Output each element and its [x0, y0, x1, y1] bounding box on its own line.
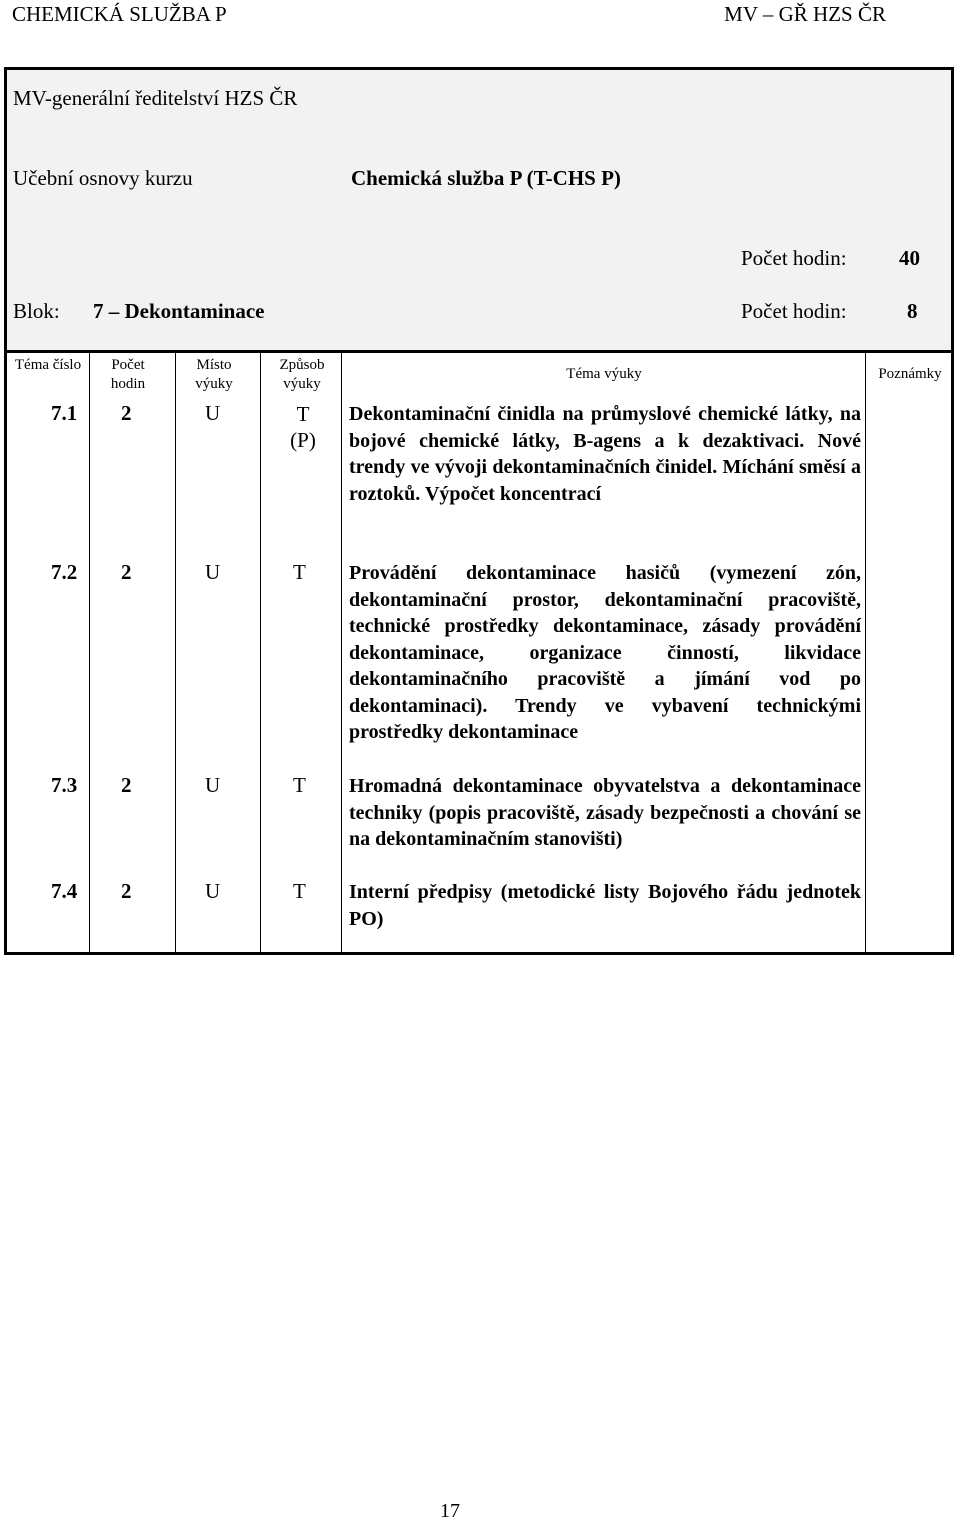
column-divider	[341, 353, 342, 952]
row-topic: Dekontaminační činidla na průmyslové chemické látky, na bojové chemické látky, B-agens a k dezaktivaci. Nové trendy ve vývoji dekontaminačních činidel. Míchání směsí a roztoků. Výpočet koncentrací	[349, 403, 861, 505]
row-number: 7.2	[51, 560, 78, 584]
row-place: U	[205, 401, 221, 425]
column-divider	[260, 353, 261, 952]
row-place: U	[205, 879, 221, 903]
curriculum-table	[4, 67, 954, 955]
row-hours: 2	[121, 879, 132, 903]
row-method: T	[293, 560, 306, 584]
total-hours-value: 40	[899, 246, 920, 270]
block-hours-label: Počet hodin:	[741, 299, 847, 323]
row-topic: Hromadná dekontaminace obyvatelstva a dekontaminace techniky (popis pracoviště, zásady bezpečnosti a chování se na dekontaminačním stanovišti)	[349, 775, 861, 850]
header-notes: Poznámky	[878, 366, 942, 382]
row-place: U	[205, 560, 221, 584]
header-place: Místo výuky	[195, 357, 233, 392]
organization-name: MV-generální ředitelství HZS ČR	[13, 86, 298, 110]
header-topic: Téma výuky	[566, 366, 642, 382]
column-divider	[175, 353, 176, 952]
page-number: 17	[440, 1500, 460, 1522]
header-topic-number: Téma číslo	[14, 357, 82, 373]
page-header-right: MV – GŘ HZS ČR	[724, 2, 886, 26]
header-hours: Počet hodin	[110, 357, 146, 392]
block-hours-value: 8	[907, 299, 918, 323]
row-number: 7.4	[51, 879, 78, 903]
row-hours: 2	[121, 401, 132, 425]
header-method: Způsob výuky	[279, 357, 325, 392]
row-topic: Interní předpisy (metodické listy Bojového řádu jednotek PO)	[349, 881, 861, 930]
page-header-left: CHEMICKÁ SLUŽBA P	[12, 2, 227, 26]
column-divider	[89, 353, 90, 952]
curriculum-info-panel	[7, 70, 951, 353]
row-hours: 2	[121, 560, 132, 584]
row-method: T	[293, 773, 306, 797]
row-hours: 2	[121, 773, 132, 797]
total-hours-label: Počet hodin:	[741, 246, 847, 270]
curriculum-name: Chemická služba P (T-CHS P)	[351, 166, 621, 190]
block-label: Blok:	[13, 299, 60, 323]
column-divider	[865, 353, 866, 952]
row-topic: Provádění dekontaminace hasičů (vymezení zón, dekontaminační prostor, dekontaminační pracoviště, technické prostředky dekontaminace, zásady provádění dekontaminace, organizace činností, likvidace dekontaminačního pracoviště a jímání vod po dekontaminaci). Trendy ve vybavení technickými prostředky dekontaminace	[349, 562, 861, 743]
curriculum-label: Učební osnovy kurzu	[13, 166, 193, 190]
row-method: T (P)	[290, 402, 316, 452]
row-number: 7.3	[51, 773, 78, 797]
row-number: 7.1	[51, 401, 78, 425]
block-name: 7 – Dekontaminace	[93, 299, 265, 323]
row-place: U	[205, 773, 221, 797]
row-method: T	[293, 879, 306, 903]
